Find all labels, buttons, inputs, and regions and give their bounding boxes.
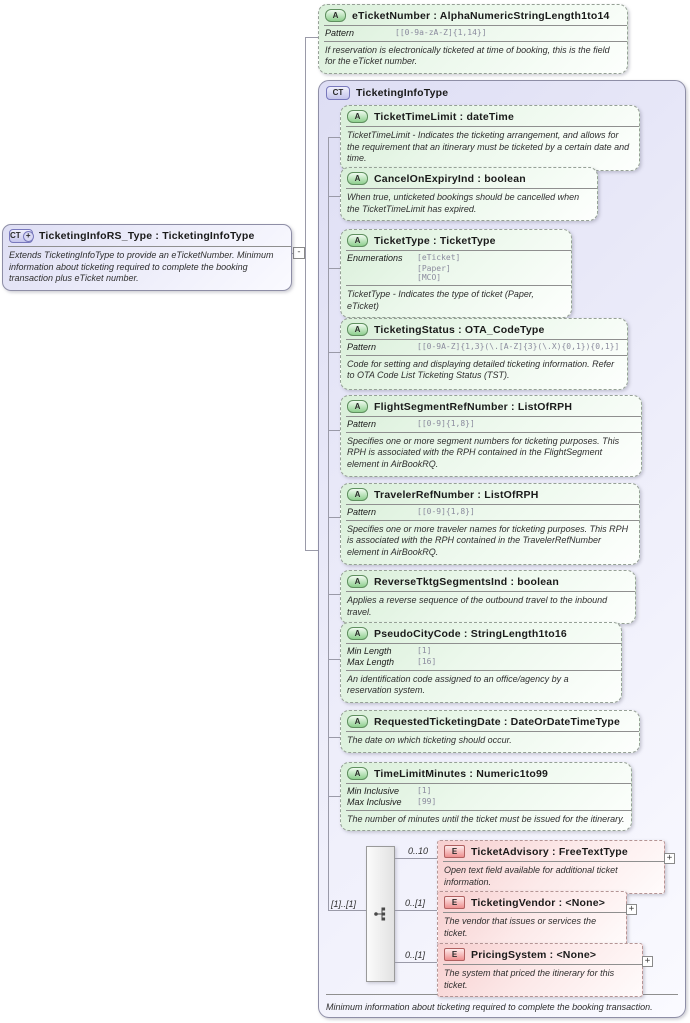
cardinality-label: 0..[1] <box>405 898 426 908</box>
expand-toggle[interactable]: + <box>642 956 653 967</box>
element-icon: E <box>444 845 465 858</box>
collapse-toggle[interactable]: - <box>293 247 305 259</box>
attribute-description: When true, unticketed bookings should be cancelled when the TicketTimeLimit has expired. <box>347 192 580 214</box>
attribute-description: An identification code assigned to an office/agency by a reservation system. <box>347 673 569 696</box>
facet-value: [[0-9A-Z]{1,3}(\.[A-Z]{3}(\.X){0,1}){0,1}] <box>417 342 620 351</box>
sequence-icon <box>372 905 390 923</box>
connector <box>328 137 340 138</box>
facet-list <box>341 251 571 285</box>
root-type-box[interactable] <box>2 224 292 291</box>
facet-value: [[0-9]{1,8}] <box>417 507 475 516</box>
facet-value: [eTicket] <box>417 253 461 262</box>
attribute-description: The date on which ticketing should occur. <box>347 735 512 745</box>
attribute-icon: A <box>347 234 368 247</box>
facet-value: [1] <box>417 646 432 655</box>
facet-list <box>341 644 621 670</box>
attribute-icon: A <box>347 575 368 588</box>
element-description: Open text field available for additional ticket information. <box>444 865 618 887</box>
element-icon: E <box>444 896 465 909</box>
facet-label: Min Inclusive <box>347 786 400 796</box>
connector <box>328 737 340 738</box>
connector <box>395 858 437 859</box>
sequence-group[interactable] <box>366 846 395 982</box>
attribute-icon: A <box>347 323 368 336</box>
attribute-title: TicketTimeLimit : dateTime <box>374 110 514 123</box>
attribute-tickettype[interactable] <box>340 229 572 318</box>
connector <box>305 550 319 551</box>
connector <box>305 37 306 551</box>
element-title: TicketAdvisory : FreeTextType <box>471 845 628 858</box>
facet-label: Pattern <box>347 419 377 429</box>
complex-type-header <box>319 81 685 105</box>
attribute-icon: A <box>325 9 346 22</box>
facet-list <box>341 340 627 355</box>
root-type-title-row <box>3 225 291 246</box>
facet-label: Enumerations <box>347 253 403 263</box>
attribute-icon: A <box>347 767 368 780</box>
connector <box>328 137 329 910</box>
cardinality-label: 0..10 <box>408 846 429 856</box>
facet-label: Max Inclusive <box>347 796 402 807</box>
connector <box>328 352 340 353</box>
attribute-reversetktgsegmentsind[interactable] <box>340 570 636 624</box>
root-type-title: TicketingInfoRS_Type : TicketingInfoType <box>39 230 255 242</box>
facet-value: [1] <box>417 786 432 795</box>
connector <box>395 962 437 963</box>
attribute-icon: A <box>347 172 368 185</box>
cardinality-label: 0..[1] <box>405 950 426 960</box>
attribute-icon: A <box>347 488 368 501</box>
attribute-icon: A <box>347 110 368 123</box>
element-title: TicketingVendor : <None> <box>471 896 606 909</box>
attribute-description: Specifies one or more segment numbers for ticketing purposes. This RPH is associated with the RPH contained in the FlightSegment element in AirBookRQ. <box>347 435 620 470</box>
attribute-icon: A <box>347 400 368 413</box>
facet-value: [[0-9]{1,8}] <box>417 419 475 428</box>
attribute-icon: A <box>347 715 368 728</box>
facet-list <box>341 417 641 432</box>
attribute-title: FlightSegmentRefNumber : ListOfRPH <box>374 400 573 413</box>
connector <box>328 796 340 797</box>
attribute-tickettimelimit[interactable] <box>340 105 640 171</box>
connector <box>328 196 340 197</box>
attribute-description: TicketType - Indicates the type of ticket (Paper, eTicket) <box>347 288 534 311</box>
connector <box>328 430 340 431</box>
attribute-title: RequestedTicketingDate : DateOrDateTimeType <box>374 715 621 728</box>
complex-type-title: TicketingInfoType <box>356 87 449 99</box>
facet-value: [16] <box>417 656 437 666</box>
facet-label: Pattern <box>347 507 377 517</box>
attribute-title: TravelerRefNumber : ListOfRPH <box>374 488 539 501</box>
attribute-title: ReverseTktgSegmentsInd : boolean <box>374 575 559 588</box>
attribute-description: Specifies one or more traveler names for ticketing purposes. This RPH is associated with the RPH contained in the TravelerRefNumber element in AirBookRQ. <box>347 523 629 558</box>
facet-value: [99] <box>417 796 437 806</box>
connector <box>328 910 366 911</box>
attribute-description: TicketTimeLimit - Indicates the ticketing arrangement, and allows for the requirement that an itinerary must be ticketed by a certain date and time. <box>347 130 630 164</box>
facet-value: [MCO] <box>417 273 442 283</box>
facet-value: [Paper] <box>417 263 451 273</box>
expand-toggle[interactable]: + <box>664 853 675 864</box>
attribute-title: eTicketNumber : AlphaNumericStringLength1to14 <box>352 9 610 22</box>
attribute-flightsegmentrefnumber[interactable] <box>340 395 642 477</box>
facet-list <box>319 26 627 41</box>
attribute-timelimitminutes[interactable] <box>340 762 632 831</box>
attribute-description: Applies a reverse sequence of the outbound travel to the inbound travel. <box>347 595 608 617</box>
attribute-title: TicketType : TicketType <box>374 234 496 247</box>
attribute-travelerrefnumber[interactable] <box>340 483 640 565</box>
element-ticketadvisory[interactable] <box>437 840 665 894</box>
attribute-ticketingstatus[interactable] <box>340 318 628 390</box>
facet-label: Min Length <box>347 646 392 656</box>
attribute-title: CancelOnExpiryInd : boolean <box>374 172 526 185</box>
element-pricingsystem[interactable] <box>437 943 643 997</box>
connector <box>305 37 319 38</box>
complex-type-icon: CT <box>326 86 350 100</box>
attribute-title: PseudoCityCode : StringLength1to16 <box>374 627 567 640</box>
element-description: The system that priced the itinerary for this ticket. <box>444 968 615 990</box>
attribute-title: TimeLimitMinutes : Numeric1to99 <box>374 767 549 780</box>
facet-list <box>341 505 639 520</box>
attribute-title: TicketingStatus : OTA_CodeType <box>374 323 545 336</box>
cardinality-label: [1]..[1] <box>331 899 357 909</box>
facet-value: [[0-9a-zA-Z]{1,14}] <box>395 28 487 37</box>
attribute-description: The number of minutes until the ticket must be issued for the itinerary. <box>347 813 625 824</box>
expand-toggle[interactable]: + <box>626 904 637 915</box>
root-type-description: Extends TicketingInfoType to provide an eTicketNumber. Minimum information about ticketing required to complete the booking transaction plus eTicket number. <box>9 250 274 284</box>
extension-plus-icon: + <box>23 231 34 242</box>
connector <box>395 910 437 911</box>
facet-list <box>341 784 631 810</box>
facet-label: Max Length <box>347 656 395 667</box>
complex-type-icon: CT + <box>9 229 33 243</box>
attribute-title-row <box>319 5 627 25</box>
attribute-cancelonexpiryind[interactable] <box>340 167 598 221</box>
connector <box>328 659 340 660</box>
element-title: PricingSystem : <None> <box>471 948 597 961</box>
facet-label: Pattern <box>347 342 377 352</box>
connector <box>328 268 340 269</box>
attribute-eticketnumber[interactable] <box>318 4 628 74</box>
facet-label: Pattern <box>325 28 355 38</box>
element-icon: E <box>444 948 465 961</box>
element-ticketingvendor[interactable] <box>437 891 627 945</box>
attribute-pseudocitycode[interactable] <box>340 622 622 703</box>
complex-type-footer: Minimum information about ticketing required to complete the booking transaction. <box>326 1002 653 1012</box>
element-description: The vendor that issues or services the ticket. <box>444 916 597 938</box>
connector <box>328 517 340 518</box>
connector <box>328 594 340 595</box>
attribute-icon: A <box>347 627 368 640</box>
attribute-requestedticketingdate[interactable] <box>340 710 640 753</box>
attribute-description: Code for setting and displaying detailed ticketing information. Refer to OTA Code List Ticketing Status (TST). <box>347 358 615 381</box>
attribute-description: If reservation is electronically ticketed at time of booking, this is the field for the eTicket number. <box>325 44 610 67</box>
